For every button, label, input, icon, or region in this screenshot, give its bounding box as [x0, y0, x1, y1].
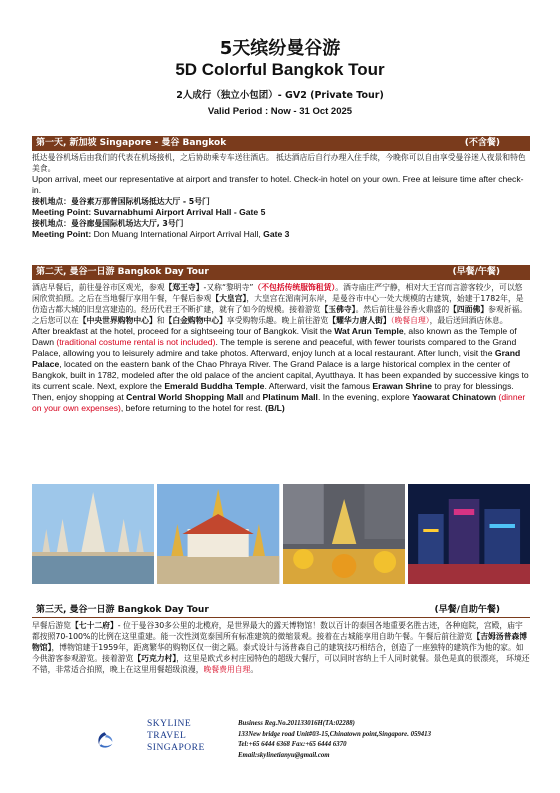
text: to pray for blessings. Then, enjoy shopping at — [32, 381, 514, 402]
day3-content — [32, 620, 530, 675]
text: and — [245, 392, 261, 402]
highlight-chinatown: Yaowarat Chinatown — [412, 392, 497, 402]
company-name — [147, 718, 205, 754]
tour-subtitle: 2人成行（独立小包团）- GV2 (Private Tour) — [176, 90, 384, 101]
meeting-point-label: Meeting Point: — [32, 207, 92, 217]
text: ，大皇宫在湄南河东岸，是曼谷市中心一处大规模的古建筑，始建于1782年，是仿造古都大城的旧皇宫建造的。经历代君王不断扩建，就有了如今的规模。接着游览 — [32, 294, 524, 314]
meeting-point-location: Don Muang International Airport Arrival Hall, — [93, 229, 261, 239]
text: 。然后前往曼谷香火鼎盛的 — [355, 305, 450, 314]
day1-pickup1-en — [32, 207, 530, 218]
day1-desc-cn: 抵达曼谷机场后由我们的代表在机场接机，之后协助乘专车送往酒店。 抵达酒店后自行办理入住手续，今晚你可以自由享受曼谷迷人夜景和特色美食。 — [32, 153, 526, 173]
text: -又称“黎明寺” — [203, 283, 254, 292]
highlight-platinum: 【白金购物中心】 — [164, 316, 227, 325]
text: 。酒寺庙庄严宁静，相对大王宫而言游客较少，可以悠闲欣赏拍照。之后在当地餐厅享用午餐，午餐后参观 — [32, 283, 523, 303]
day2-content — [32, 282, 530, 414]
day2-desc-cn — [32, 282, 530, 326]
title-english: 5D Colorful Bangkok Tour — [175, 60, 385, 79]
note-red: (traditional costume rental is not included) — [56, 337, 216, 347]
skyline-logo-icon — [95, 715, 145, 765]
highlight-emerald-buddha: 【玉佛寺】 — [320, 305, 356, 314]
highlight-wat-arun: Wat Arun Temple — [334, 326, 404, 336]
highlight-chinatown: 【耀华力唐人街】 — [328, 316, 391, 325]
highlight-grand-palace: Grand Palace — [32, 348, 521, 369]
business-reg: Business Reg.No.201133016H(TA:02288) — [238, 720, 355, 727]
text: ，这里是欧式乡村庄园特色的超级大餐厅，可以同时容纳上千人同时就餐。景色是真的很漂亮， 环境还不错，非常适合拍照，晚上在这里用餐超级浪漫， — [32, 654, 530, 674]
day3-header-bar — [32, 603, 530, 618]
text: 参观祈福。之后您可以在 — [32, 305, 528, 325]
note-red: (dinner on your own expenses) — [32, 392, 526, 413]
wat-arun-photo — [32, 484, 154, 584]
company-name-line1: SKYLINE — [147, 719, 192, 729]
text: . Afterward, visit the famous — [264, 381, 370, 391]
company-name-line2: TRAVEL — [147, 731, 187, 741]
day1-header-bar — [32, 136, 530, 151]
text: After breakfast at the hotel, proceed for a sightseeing tour of Bangkok. Visit the — [32, 326, 332, 336]
highlight-grand-palace: 【大皇宫】 — [211, 294, 247, 303]
highlight-emerald-buddha: Emerald Buddha Temple — [164, 381, 265, 391]
text: . The temple is serene and peaceful, with fewer tourists compared to the Grand Palace, allowing you to leisurely admire and take photos. Afterward, enjoy lunch at a local restaurant. After lunch, visit the — [32, 337, 517, 358]
day1-pickup1-cn — [32, 196, 530, 207]
day3-meals: (早餐/自助午餐) — [434, 605, 500, 615]
highlight-jim-thompson: 【吉姆汤普森博物馆】 — [32, 632, 528, 652]
text: 。 — [250, 665, 259, 674]
highlight-wat-arun: 【郑王寺】 — [164, 283, 204, 292]
day1-pickup2-cn — [32, 218, 530, 229]
highlight-central-world: Central World Shopping Mall — [126, 392, 244, 402]
chinatown-night-photo — [408, 484, 530, 584]
highlight-erawan: Erawan Shrine — [372, 381, 433, 391]
day1-desc-en: Upon arrival, meet our representative at airport and transfer to hotel. Check-in hotel on your own. Free at leisure time after check-in. — [32, 174, 524, 195]
text: . In the evening, explore — [317, 392, 410, 402]
highlight-chocolate-ville: 【巧克力村】 — [133, 654, 177, 663]
email: Email:skylinetianyu@gmail.com — [238, 751, 330, 759]
text: ，最后送回酒店休息。 — [429, 316, 508, 325]
highlight-ancient-city: 【七十二府】 — [70, 621, 118, 630]
note-red: （晚餐自理） — [390, 316, 430, 325]
highlight-erawan: 【四面佛】 — [449, 305, 489, 314]
highlight-platinum: Platinum Mall — [262, 392, 318, 402]
day2-meals: (早餐/午餐) — [452, 267, 500, 277]
day1-pickup2-en — [32, 229, 530, 240]
day2-header-bar — [32, 265, 530, 280]
phone-fax: Tel:+65 6444 6368 Fax:+65 6444 6370 — [238, 741, 347, 748]
note-red: （不包括传统服饰租赁） — [253, 283, 336, 292]
title-chinese: 5天缤纷曼谷游 — [219, 38, 341, 59]
text: , also known as the Temple of Dawn — [32, 326, 517, 347]
note-red: 晚餐费用自理 — [203, 665, 251, 674]
pickup-location: 曼谷素万那普国际机场抵达大厅 - 5号门 — [70, 197, 210, 206]
contact-info — [238, 719, 431, 761]
meeting-point-location: Suvarnabhumi Airport Arrival Hall - Gate 5 — [93, 207, 266, 217]
meal-code: (B/L) — [265, 403, 285, 413]
text: 早餐后游览 — [32, 621, 71, 630]
address: 133New bridge road Unit#03-15,Chinatown point,Singapore. 059413 — [238, 730, 431, 738]
text: 享受购物乐趣。晚上前往游览 — [226, 316, 329, 325]
day2-desc-en — [32, 326, 530, 414]
company-name-line3: SINGAPORE — [147, 743, 205, 753]
photo-strip — [32, 484, 530, 584]
grand-palace-photo — [157, 484, 279, 584]
text: - 位于曼谷30多公里的北榄府，是世界最大的露天博物馆！数以百计的泰国各地重要名胜古迹，各种庭院，宫殿，庙宇都按照70-100%的比例在这里重建。能一次性浏览泰国所有标准建筑的微缩景观。接着在古城能享用自助午餐。午餐后前往游览 — [32, 621, 523, 641]
text: , before returning to the hotel for rest. — [120, 403, 263, 413]
day3-title: 第三天, 曼谷一日游 Bangkok Day Tour — [36, 605, 209, 615]
meeting-point-label: Meeting Point: — [32, 229, 92, 239]
highlight-central-world: 【中央世界购物中心】 — [78, 316, 157, 325]
day1-title: 第一天, 新加坡 Singapore - 曼谷 Bangkok — [36, 138, 227, 148]
pickup-label: 接机地点： — [32, 219, 71, 228]
text: , located on the eastern bank of the Chao Phraya River. The Grand Palace is a large historical complex in the center of Bangkok, built in 1782, modeled after the old palace of the ancient capital, Ayutthaya. It has been expanded by successive kings to its current scale. Next, explore the — [32, 359, 529, 391]
pickup-location: 曼谷廊曼国际机场达大厅, 3号门 — [70, 219, 184, 228]
text: 酒店早餐后，前往曼谷市区观光，参观 — [32, 283, 165, 292]
erawan-shrine-photo — [283, 484, 405, 584]
day2-title: 第二天, 曼谷一日游 Bangkok Day Tour — [36, 267, 209, 277]
text: 和 — [156, 316, 165, 325]
day1-content — [32, 152, 530, 240]
day1-meals: (不含餐) — [464, 138, 500, 148]
pickup-label: 接机地点： — [32, 197, 71, 206]
day3-desc-cn — [32, 620, 530, 675]
text: ，博物馆建于1959年，距离繁华的购物区仅一街之隔。泰式设计与汤普森自己的建筑技巧相结合，创造了一座独特的建筑作为他的家。如今供游客参观游览。接着游览 — [32, 643, 524, 663]
meeting-point-gate: Gate 3 — [263, 229, 290, 239]
valid-period: Valid Period : Now - 31 Oct 2025 — [207, 106, 353, 117]
